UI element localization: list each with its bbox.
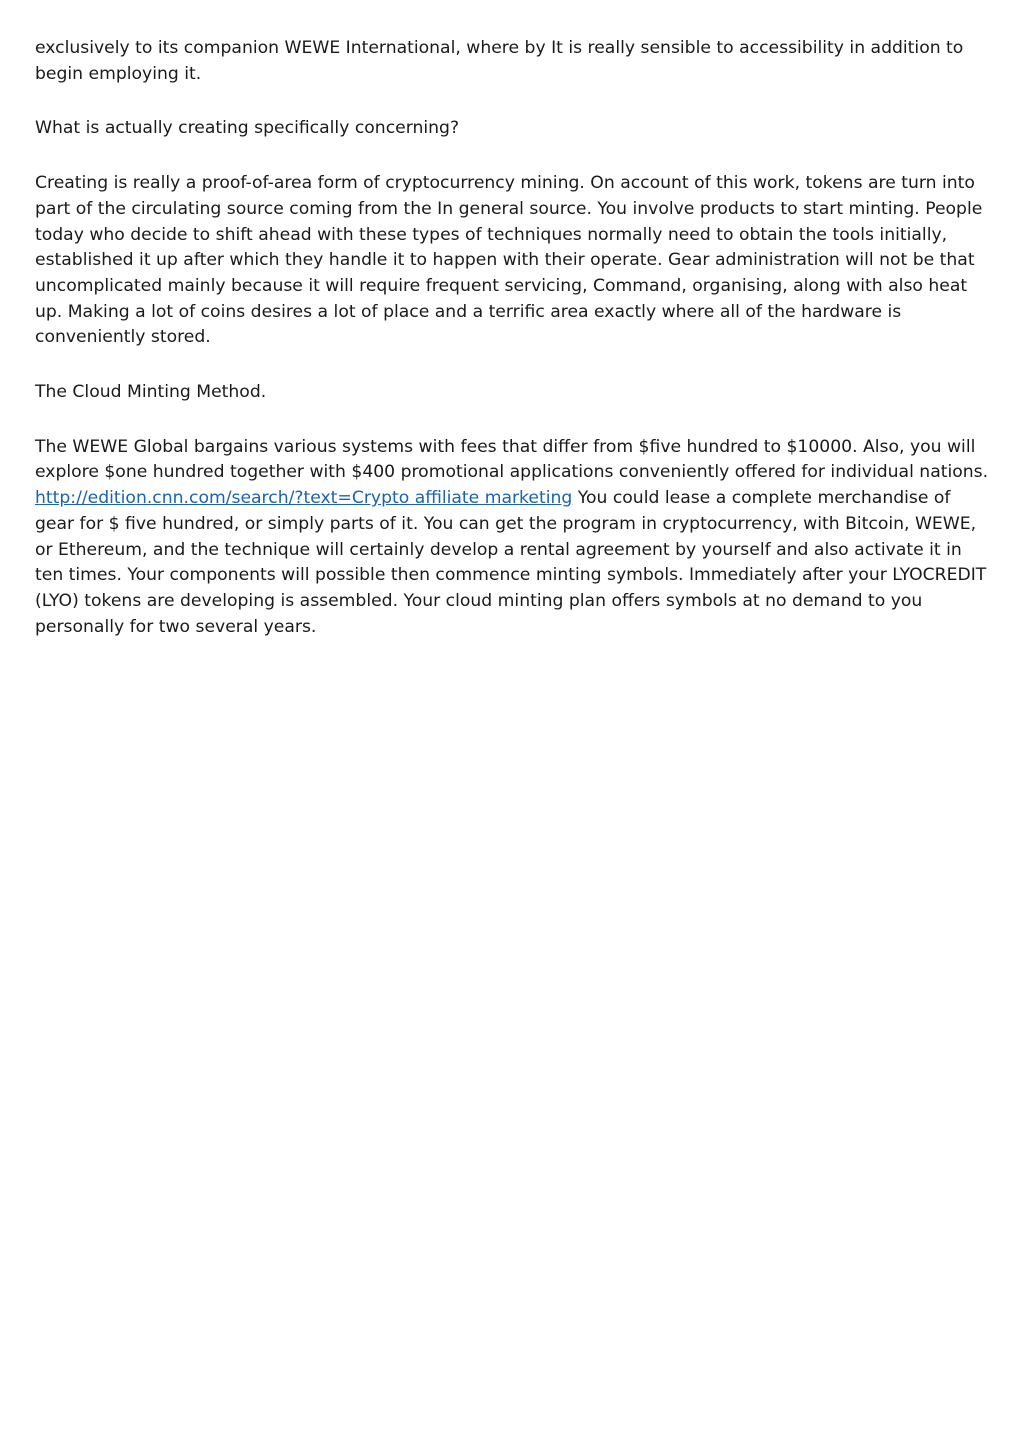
paragraph-minting-explained: Creating is really a proof-of-area form of cryptocurrency mining. On account of this work, tokens are turn into part of the circulating source coming from the In general source. You involve products to start minting. People today who decide to shift ahead with these types of techniques normally need to obtain the tools initially, established it up after which they handle it to happen with their operate. Gear administration will not be that uncomplicated mainly because it will require frequent servicing, Command, organising, along with also heat up. Making a lot of coins desires a lot of place and a terrific area exactly where all of the hardware is conveniently stored.	[35, 173, 983, 348]
paragraph-continuation: exclusively to its companion WEWE International, where by It is really sensible to accessibility in addition to begin employing it.	[35, 38, 964, 84]
cnn-search-link[interactable]: http://edition.cnn.com/search/?text=Crypto affiliate marketing	[35, 488, 573, 509]
paragraph-text-before-link: The WEWE Global bargains various systems with fees that differ from $five hundred to $10000. Also, you will explore $one hundred together with $400 promotional applications conveniently offered for individual nations.	[35, 436, 989, 483]
paragraph-text-after-link: You could lease a complete merchandise of gear for $ five hundred, or simply parts of it. You can get the program in cryptocurrency, with Bitcoin, WEWE, or Ethereum, and the technique will certainly develop a rental agreement by yourself and also activate it in ten times. Your components will possible then commence minting symbols. Immediately after your LYOCREDIT (LYO) tokens are developing is assembled. Your cloud minting plan offers symbols at no demand to you personally for two several years.	[35, 488, 987, 637]
section-heading-cloud-minting: The Cloud Minting Method.	[35, 382, 267, 403]
paragraph-wewe-plans	[35, 435, 990, 641]
paragraph-question: What is actually creating specifically concerning?	[35, 118, 460, 139]
